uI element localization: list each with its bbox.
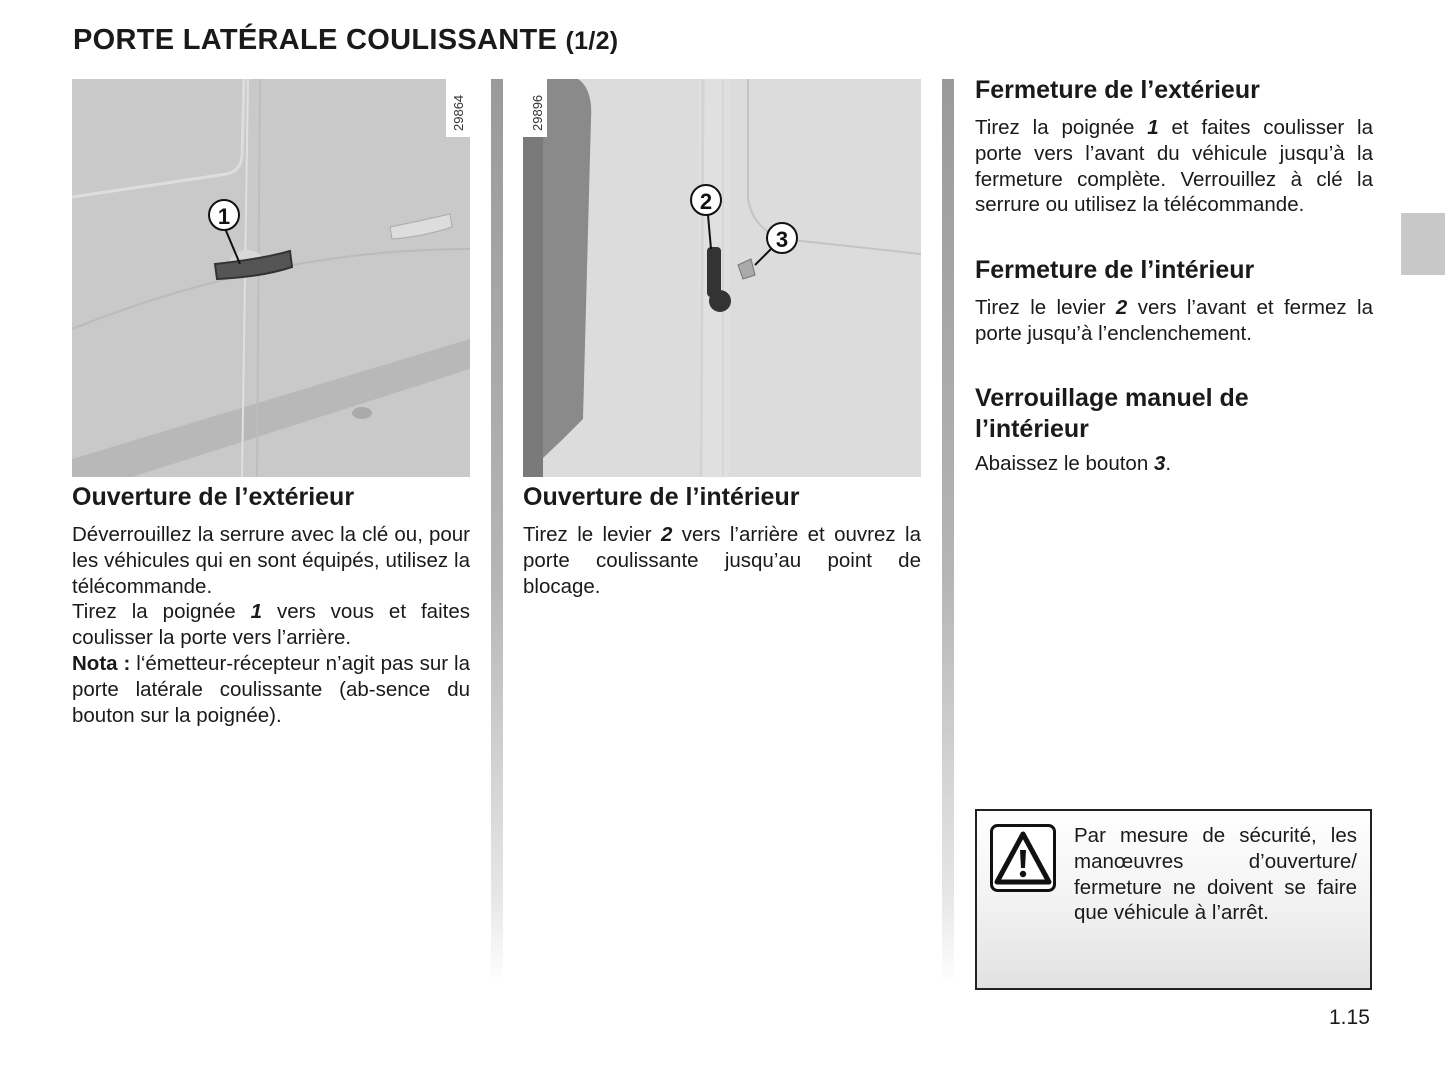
callout-2: 2 <box>699 189 713 214</box>
callout-ref: 1 <box>1147 116 1159 139</box>
callout-1: 1 <box>217 204 231 229</box>
callout-3: 3 <box>775 227 789 252</box>
nota-paragraph <box>72 651 470 728</box>
column-divider <box>491 79 503 984</box>
text: l‘émetteur-récepteur n’agit pas sur la porte latérale coulissante (ab-sence du bouton sur la poignée). <box>72 651 470 727</box>
text: Tirez la poignée <box>975 116 1148 139</box>
paragraph <box>523 522 921 599</box>
section-heading: Fermeture de l’intérieur <box>975 256 1255 284</box>
callout-ref: 2 <box>1115 296 1128 319</box>
section-ouverture-exterieur <box>72 482 470 728</box>
section-ouverture-interieur <box>523 482 921 599</box>
figure-interior-lever <box>523 79 921 477</box>
callout-ref: 2 <box>660 523 673 546</box>
title-main: PORTE LATÉRALE COULISSANTE <box>73 24 558 56</box>
text: Tirez le levier <box>523 523 661 546</box>
text: vers l’arrière et ouvrez la porte coulissante jusqu’au point de blocage. <box>523 523 921 598</box>
title-part: (1/2) <box>565 27 619 55</box>
paragraph <box>975 115 1373 218</box>
callout-ref: 1 <box>250 600 263 624</box>
section-fermeture-interieur <box>975 255 1373 347</box>
section-heading: Fermeture de l’extérieur <box>975 76 1260 104</box>
warning-box <box>975 809 1372 990</box>
figure-ref: 29864 <box>451 94 466 131</box>
warning-text: Par mesure de sécurité, les manœuvres d’ouverture/ fermeture ne doivent se faire que véhicule à l’arrêt. <box>1074 824 1357 925</box>
page-number: 1.15 <box>1329 1006 1370 1029</box>
section-heading: Verrouillage manuel de l’intérieur <box>975 384 1249 443</box>
section-verrouillage-manuel <box>975 383 1305 477</box>
callout-ref: 3 <box>1153 452 1166 475</box>
column-divider <box>942 79 954 984</box>
nota-label: Nota : <box>72 651 131 675</box>
text: . <box>1165 452 1172 475</box>
text: vers vous et faites coulisser la porte vers l’arrière. <box>72 600 470 650</box>
text: Abaissez le bouton <box>975 452 1154 475</box>
section-heading: Ouverture de l’intérieur <box>523 483 800 511</box>
text: Tirez la poignée <box>72 600 251 624</box>
warning-triangle-icon <box>990 824 1056 892</box>
figure-exterior-handle <box>72 79 470 477</box>
text: Tirez le levier <box>975 296 1116 319</box>
section-fermeture-exterieur <box>975 75 1373 218</box>
page-title <box>73 24 618 57</box>
text: et faites coulisser la porte vers l’avant du véhicule jusqu’à la fermeture complète. Verrouillez à clé la serrure ou utilisez la télécommande. <box>975 116 1373 217</box>
text: vers l’avant et fermez la porte jusqu’à l’enclenchement. <box>975 296 1373 345</box>
paragraph <box>975 451 1305 477</box>
paragraph <box>72 599 470 651</box>
chapter-tab <box>1401 213 1445 275</box>
figure-ref: 29896 <box>530 94 545 131</box>
paragraph <box>975 295 1373 347</box>
section-heading: Ouverture de l’extérieur <box>72 483 355 511</box>
paragraph: Déverrouillez la serrure avec la clé ou, pour les véhicules qui en sont équipés, utilisez la télécommande. <box>72 523 470 598</box>
